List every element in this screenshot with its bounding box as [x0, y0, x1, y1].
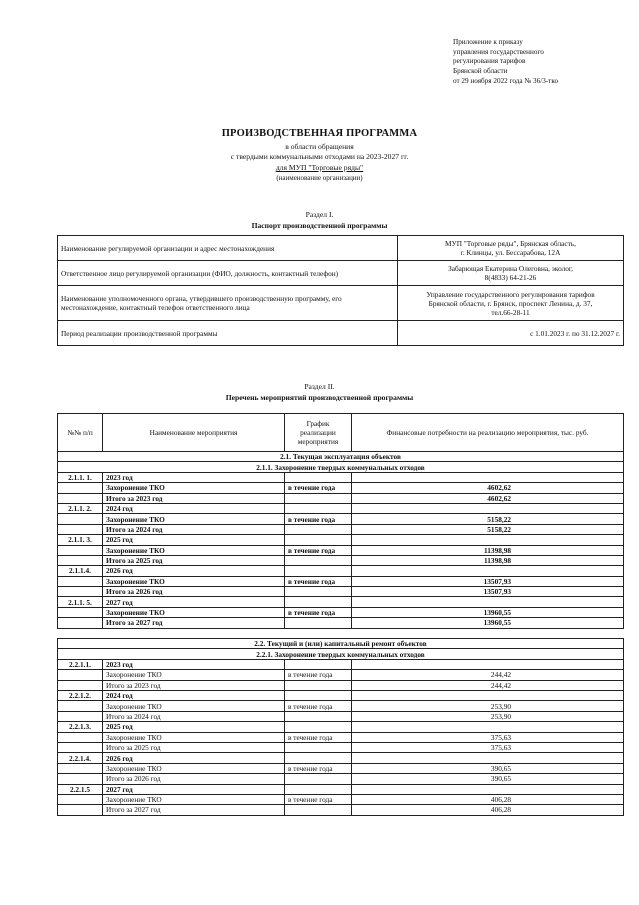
empty-cell	[285, 742, 352, 752]
total-row	[58, 524, 624, 534]
item-row	[58, 701, 624, 711]
passport-value	[398, 286, 624, 321]
year-row	[58, 535, 624, 545]
row-number: 2.1.1. 5.	[58, 597, 103, 607]
item-value: 375,63	[352, 732, 624, 742]
total-row	[58, 493, 624, 503]
passport-value-line: Брянской области, г. Брянск, проспект Ленина, д. 37,	[428, 298, 593, 308]
item-schedule: в течение года	[285, 701, 352, 711]
year-label: 2027 год	[103, 784, 285, 794]
empty-cell	[58, 514, 103, 524]
document-title: ПРОИЗВОДСТВЕННАЯ ПРОГРАММА	[221, 128, 418, 139]
empty-cell	[285, 690, 352, 700]
passport-row	[58, 321, 624, 346]
item-row	[58, 794, 624, 804]
empty-cell	[58, 805, 103, 815]
year-row	[58, 472, 624, 482]
item-schedule: в течение года	[285, 483, 352, 493]
header-schedule: График реализации мероприятия	[285, 414, 352, 452]
group-subtitle-row	[58, 649, 624, 659]
empty-cell	[352, 784, 624, 794]
row-number: 2.2.1.1.	[58, 659, 103, 669]
empty-cell	[58, 774, 103, 784]
passport-value-line: МУП "Торговые ряды", Брянская область,	[445, 239, 576, 248]
total-label: Итого за 2027 год	[103, 618, 285, 628]
appendix-note	[453, 38, 633, 87]
empty-cell	[58, 701, 103, 711]
empty-cell	[352, 722, 624, 732]
item-name: Захоронение ТКО	[103, 670, 285, 680]
empty-cell	[285, 566, 352, 576]
passport-table	[57, 235, 624, 346]
item-name: Захоронение ТКО	[103, 483, 285, 493]
passport-value-line: г. Клинцы, ул. Бессарабова, 12А	[460, 248, 561, 257]
empty-cell	[58, 576, 103, 586]
gap-cell	[58, 628, 624, 638]
year-row	[58, 753, 624, 763]
empty-cell	[285, 524, 352, 534]
empty-cell	[285, 597, 352, 607]
passport-value-line: Забарющая Екатерина Олеговна, эколог,	[448, 264, 573, 273]
passport-row	[58, 261, 624, 286]
row-number: 2.2.1.3.	[58, 722, 103, 732]
item-schedule: в течение года	[285, 763, 352, 773]
item-name: Захоронение ТКО	[103, 545, 285, 555]
total-label: Итого за 2023 год	[103, 493, 285, 503]
year-label: 2024 год	[103, 690, 285, 700]
empty-cell	[352, 566, 624, 576]
total-row	[58, 555, 624, 565]
item-row	[58, 732, 624, 742]
item-value: 406,28	[352, 794, 624, 804]
organization-note: (наименование организации)	[276, 174, 363, 182]
row-number: 2.1.1. 1.	[58, 472, 103, 482]
empty-cell	[285, 587, 352, 597]
empty-cell	[285, 805, 352, 815]
section-1-label: Раздел I.	[305, 210, 334, 219]
passport-label: Наименование регулируемой организации и адрес местонахождения	[58, 236, 398, 261]
year-row	[58, 690, 624, 700]
plan-header-row	[58, 414, 624, 452]
document-subtitle-1: в области обращения	[285, 142, 354, 151]
item-name: Захоронение ТКО	[103, 701, 285, 711]
item-value: 11398,98	[352, 545, 624, 555]
empty-cell	[58, 680, 103, 690]
year-label: 2026 год	[103, 566, 285, 576]
group-subtitle-row	[58, 462, 624, 472]
section-1-title: Паспорт производственной программы	[251, 221, 388, 230]
total-value: 11398,98	[352, 555, 624, 565]
organization-line: для МУП "Торговые ряды"	[275, 163, 364, 172]
total-row	[58, 742, 624, 752]
group-title-row	[58, 639, 624, 649]
appendix-line: от 29 ноября 2022 года № 36/3-тко	[453, 76, 559, 85]
appendix-line: регулирования тарифов	[453, 57, 526, 66]
total-label: Итого за 2025 год	[103, 742, 285, 752]
passport-label: Наименование уполномоченного органа, утвердившего производственную программу, его местонахождение, контактный телефон ответственного лица	[58, 286, 398, 321]
year-label: 2023 год	[103, 472, 285, 482]
group-title-row	[58, 452, 624, 462]
item-schedule: в течение года	[285, 670, 352, 680]
total-row	[58, 680, 624, 690]
item-schedule: в течение года	[285, 794, 352, 804]
header-num: №№ п/п	[58, 414, 103, 452]
empty-cell	[58, 545, 103, 555]
item-schedule: в течение года	[285, 607, 352, 617]
empty-cell	[352, 753, 624, 763]
year-label: 2025 год	[103, 535, 285, 545]
year-row	[58, 784, 624, 794]
total-label: Итого за 2023 год	[103, 680, 285, 690]
empty-cell	[352, 535, 624, 545]
item-row	[58, 483, 624, 493]
empty-cell	[285, 659, 352, 669]
total-row	[58, 805, 624, 815]
item-name: Захоронение ТКО	[103, 732, 285, 742]
empty-cell	[352, 597, 624, 607]
plan-table	[57, 413, 624, 816]
total-label: Итого за 2025 год	[103, 555, 285, 565]
year-row	[58, 566, 624, 576]
total-label: Итого за 2024 год	[103, 711, 285, 721]
empty-cell	[58, 742, 103, 752]
empty-cell	[285, 711, 352, 721]
empty-cell	[285, 535, 352, 545]
row-number: 2.1.1.4.	[58, 566, 103, 576]
empty-cell	[58, 794, 103, 804]
row-number: 2.2.1.2.	[58, 690, 103, 700]
total-label: Итого за 2027 год	[103, 805, 285, 815]
passport-value	[398, 261, 624, 286]
group-title: 2.1. Текущая эксплуатация объектов	[58, 452, 624, 462]
item-schedule: в течение года	[285, 576, 352, 586]
empty-cell	[352, 472, 624, 482]
passport-value-line: 8(4833) 64-21-26	[484, 273, 537, 282]
item-value: 390,65	[352, 763, 624, 773]
total-row	[58, 774, 624, 784]
empty-cell	[285, 774, 352, 784]
item-schedule: в течение года	[285, 545, 352, 555]
empty-cell	[285, 493, 352, 503]
item-value: 5158,22	[352, 514, 624, 524]
item-row	[58, 763, 624, 773]
empty-cell	[285, 784, 352, 794]
item-row	[58, 545, 624, 555]
empty-cell	[285, 618, 352, 628]
item-row	[58, 576, 624, 586]
empty-cell	[285, 722, 352, 732]
appendix-line: Приложение к приказу	[453, 38, 523, 46]
document-subtitle-2: с твердыми коммунальными отходами на 2023-2027 гг.	[230, 152, 409, 161]
section-2-label: Раздел II.	[304, 382, 335, 391]
empty-cell	[352, 503, 624, 513]
total-value: 375,63	[352, 742, 624, 752]
appendix-line: управления государственного	[453, 47, 544, 56]
empty-cell	[285, 753, 352, 763]
header-name: Наименование мероприятия	[103, 414, 285, 452]
total-value: 406,28	[352, 805, 624, 815]
empty-cell	[58, 711, 103, 721]
total-row	[58, 587, 624, 597]
total-label: Итого за 2026 год	[103, 774, 285, 784]
year-row	[58, 597, 624, 607]
item-schedule: в течение года	[285, 732, 352, 742]
total-value: 390,65	[352, 774, 624, 784]
item-name: Захоронение ТКО	[103, 514, 285, 524]
row-number: 2.1.1. 2.	[58, 503, 103, 513]
item-row	[58, 514, 624, 524]
row-number: 2.2.1.4.	[58, 753, 103, 763]
item-row	[58, 607, 624, 617]
passport-label: Период реализации производственной программы	[58, 321, 398, 346]
item-value: 4602,62	[352, 483, 624, 493]
empty-cell	[352, 659, 624, 669]
total-label: Итого за 2026 год	[103, 587, 285, 597]
year-label: 2024 год	[103, 503, 285, 513]
total-label: Итого за 2024 год	[103, 524, 285, 534]
passport-row	[58, 286, 624, 321]
empty-cell	[285, 555, 352, 565]
empty-cell	[58, 732, 103, 742]
empty-cell	[58, 670, 103, 680]
year-row	[58, 659, 624, 669]
year-label: 2023 год	[103, 659, 285, 669]
item-name: Захоронение ТКО	[103, 763, 285, 773]
empty-cell	[58, 493, 103, 503]
empty-cell	[58, 618, 103, 628]
appendix-line: Брянской области	[453, 67, 508, 76]
empty-cell	[58, 483, 103, 493]
group-subtitle: 2.1.1. Захоронение твердых коммунальных отходов	[58, 462, 624, 472]
item-value: 253,90	[352, 701, 624, 711]
item-row	[58, 670, 624, 680]
item-value: 13507,93	[352, 576, 624, 586]
year-row	[58, 722, 624, 732]
item-value: 13960,55	[352, 607, 624, 617]
section-2-title: Перечень мероприятий производственной программы	[225, 393, 414, 402]
total-value: 5158,22	[352, 524, 624, 534]
total-row	[58, 618, 624, 628]
item-name: Захоронение ТКО	[103, 607, 285, 617]
total-value: 253,90	[352, 711, 624, 721]
passport-value-line: тел.66-28-11	[491, 307, 530, 317]
year-label: 2027 год	[103, 597, 285, 607]
item-name: Захоронение ТКО	[103, 576, 285, 586]
year-label: 2026 год	[103, 753, 285, 763]
item-schedule: в течение года	[285, 514, 352, 524]
empty-cell	[58, 587, 103, 597]
passport-value-line: Управление государственного регулирования тарифов	[426, 289, 595, 299]
empty-cell	[285, 503, 352, 513]
year-row	[58, 503, 624, 513]
passport-value-line: с 1.01.2023 г. по 31.12.2027 г.	[530, 328, 620, 338]
total-row	[58, 711, 624, 721]
empty-cell	[285, 472, 352, 482]
row-number: 2.1.1. 3.	[58, 535, 103, 545]
item-value: 244,42	[352, 670, 624, 680]
header-finance: Финансовые потребности на реализацию мероприятия, тыс. руб.	[352, 414, 624, 452]
total-value: 13507,93	[352, 587, 624, 597]
empty-cell	[58, 607, 103, 617]
empty-cell	[58, 524, 103, 534]
empty-cell	[58, 763, 103, 773]
total-value: 13960,55	[352, 618, 624, 628]
item-name: Захоронение ТКО	[103, 794, 285, 804]
passport-row	[58, 236, 624, 261]
empty-cell	[352, 690, 624, 700]
group-subtitle: 2.2.1. Захоронение твердых коммунальных отходов	[58, 649, 624, 659]
row-number: 2.2.1.5	[58, 784, 103, 794]
total-value: 244,42	[352, 680, 624, 690]
passport-value	[398, 321, 624, 346]
passport-value	[398, 236, 624, 261]
group-title: 2.2. Текущий и (или) капитальный ремонт объектов	[58, 639, 624, 649]
empty-cell	[285, 680, 352, 690]
empty-cell	[58, 555, 103, 565]
total-value: 4602,62	[352, 493, 624, 503]
group-gap-row	[58, 628, 624, 638]
year-label: 2025 год	[103, 722, 285, 732]
passport-label: Ответственное лицо регулируемой организации (ФИО, должность, контактный телефон)	[58, 261, 398, 286]
